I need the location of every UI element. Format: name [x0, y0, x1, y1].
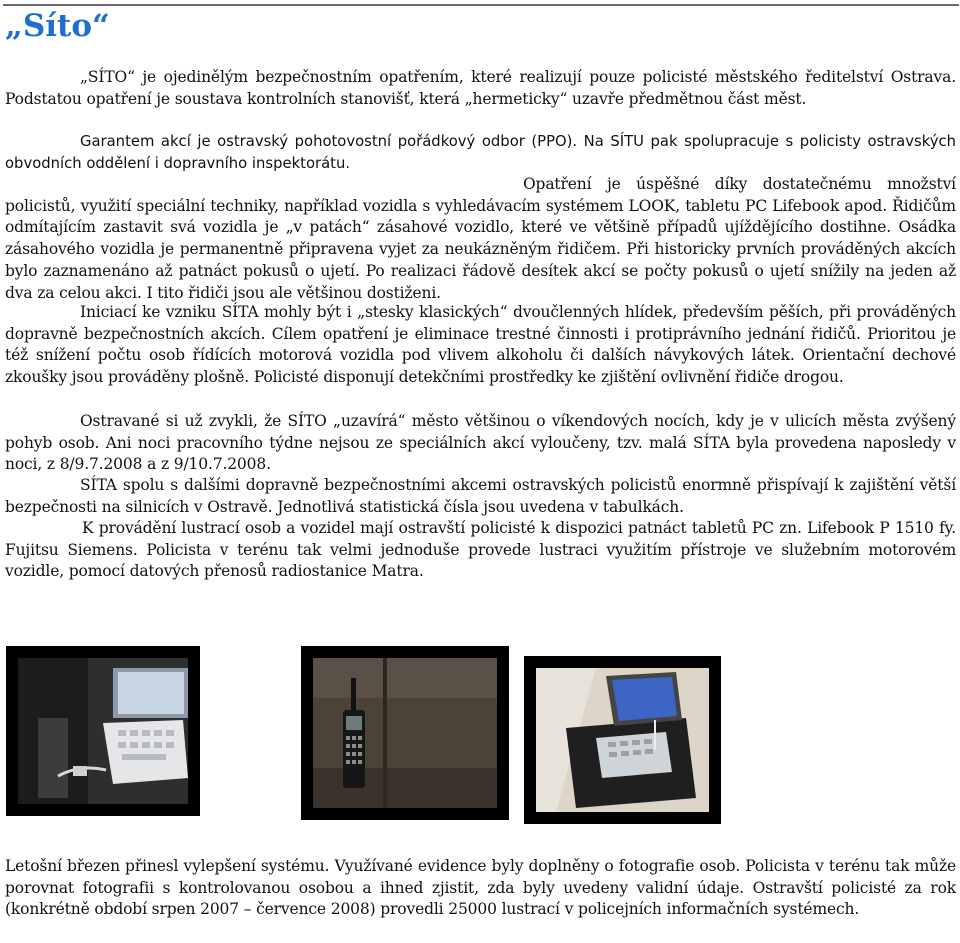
- photo-tablet-on-table: [524, 656, 721, 824]
- paragraph-technique: Opatření je úspěšné díky dostatečnému množství policistů, využití speciální techniky, například vozidla s vyhledávacím systémem LOOK, tabletu PC Lifebook apod. Řidičům odmítajícím zastavit svá vozidla je „v patách“ zásahové vozidlo, které ve většině případů ujíždějícího dostihne. Osádka zásahového vozidla je permanentně připravena vyjet za neukázněným řidičem. Při historicky prvních prováděných akcích bylo zaznamenáno až patnáct pokusů o ujetí. Po realizaci řádově desítek akcí se počty pokusů o ujetí snížily na jeden až dva za celou akci. I tito řidiči jsou ale většinou dostiženi.: [5, 175, 956, 302]
- photo-radio-station: [301, 646, 509, 820]
- paragraph-cooperation: SÍTA spolu s dalšími dopravně bezpečnostními akcemi ostravských policistů enormně přispívají k zajištění větší bezpečnosti na silnicích v Ostravě. Jednotlivá statistická čísla jsou uvedena v tabulkách.: [5, 476, 956, 516]
- paragraph-initiation: Iniciací ke vzniku SÍTA mohly být i „stesky klasických“ dvoučlenných hlídek, především pěších, při prováděných dopravně bezpečnostních akcích. Cílem opatření je eliminace trestné činnosti i protiprávního jednání řidičů. Prioritou je též snížení počtu osob řídících motorová vozidla pod vlivem alkoholu či dalších návykových látek. Orientační dechové zkoušky jsou prováděny plošně. Policisté disponují detekčními prostředky ke zjištění ovlivnění řidiče drogou.: [5, 303, 956, 387]
- photo-tablet-on-table-image: [536, 668, 709, 812]
- photo-laptop-in-car-graphic: [18, 658, 188, 804]
- paragraph-improvement: Letošní březen přinesl vylepšení systému. Využívané evidence byly doplněny o fotografie osob. Policista v terénu tak může porovnat fotografii s kontrolovanou osobou a ihned zjistit, zda byly uvedeny validní údaje. Ostravští policisté za rok (konkrétně období srpen 2007 – července 2008) provedli 25000 lustrací v policejních informačních systémech.: [5, 857, 956, 919]
- paragraph-guarantor: Garantem akcí je ostravský pohotovostní pořádkový odbor (PPO). Na SÍTU pak spolupracuje s policisty ostravských obvodních oddělení i dopravního inspektorátu.: [5, 133, 956, 172]
- paragraph-tablets: K provádění lustrací osob a vozidel mají ostravští policisté k dispozici patnáct tabletů PC zn. Lifebook P 1510 fy. Fujitsu Siemens. Policista v terénu tak velmi jednoduše provede lustraci využitím přístroje ve služebním motorovém vozidle, pomocí datových přenosů radiostanice Matra.: [5, 519, 956, 581]
- paragraph-intro: „SÍTO“ je ojedinělým bezpečnostním opatřením, které realizují pouze policisté městského ředitelství Ostrava. Podstatou opatření je soustava kontrolních stanovišť, která „hermeticky“ uzavře předmětnou část měst.: [5, 68, 956, 108]
- photo-tablet-on-table-graphic: [536, 668, 709, 812]
- photo-radio-station-graphic: [313, 658, 497, 808]
- page-title: „Síto“: [5, 8, 110, 44]
- photo-radio-station-image: [313, 658, 497, 808]
- paragraph-weekend: Ostravané si už zvykli, že SÍTO „uzavírá“ město většinou o víkendových nocích, kdy je v ulicích města zvýšený pohyb osob. Ani noci pracovního týdne nejsou ze speciálních akcí vyloučeny, tzv. malá SÍTA byla provedena naposledy v noci, z 8/9.7.2008 a z 9/10.7.2008.: [5, 412, 956, 474]
- photo-laptop-in-car-image: [18, 658, 188, 804]
- photo-laptop-in-car: [6, 646, 200, 816]
- top-rule: [3, 4, 959, 6]
